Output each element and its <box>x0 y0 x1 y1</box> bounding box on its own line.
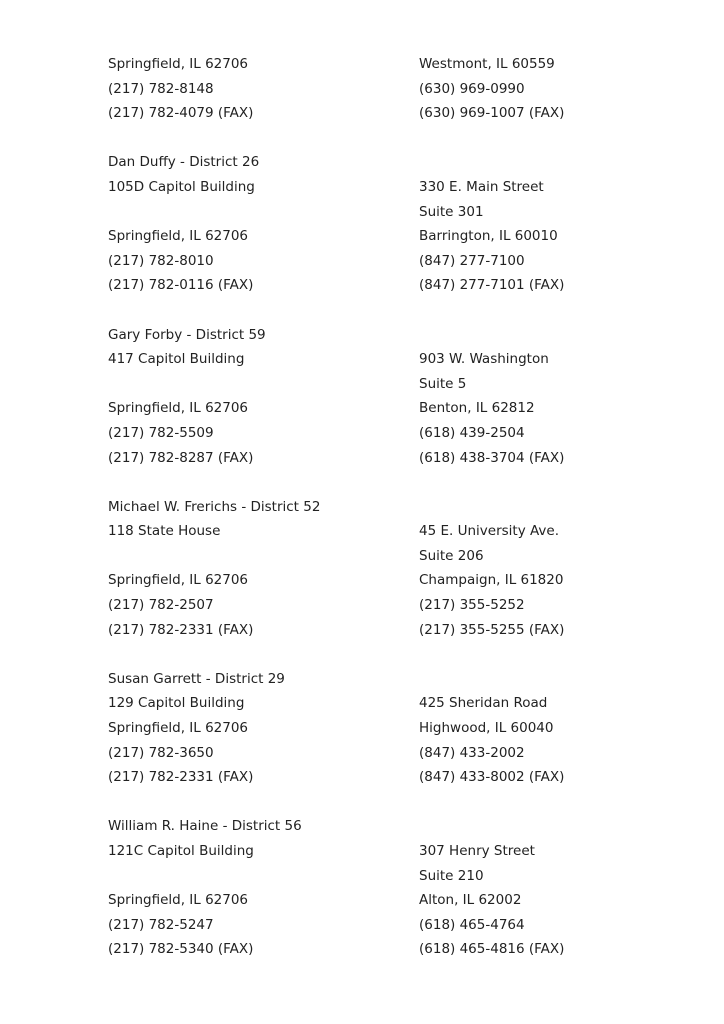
left-column-line <box>108 126 408 151</box>
right-column-line: Suite 301 <box>419 203 484 220</box>
right-column-line: 307 Henry Street <box>419 843 535 859</box>
right-column-line: Westmont, IL 60559 <box>419 56 555 72</box>
left-column-line: Springfield, IL 62706 <box>108 56 249 72</box>
right-column-line <box>419 323 719 348</box>
right-column-line: (217) 355-5252 <box>419 597 525 614</box>
left-column-line: 105D Capitol Building <box>108 178 255 195</box>
right-column-line <box>419 470 719 495</box>
right-column-line: (847) 277-7101 (FAX) <box>419 277 565 294</box>
left-column-line <box>108 864 408 889</box>
right-column-line: 903 W. Washington <box>419 351 549 368</box>
right-column-line: 330 E. Main Street <box>419 178 544 195</box>
left-column-line <box>108 372 408 397</box>
left-column-line: (217) 782-8010 <box>108 252 214 269</box>
right-column-line <box>419 495 719 520</box>
right-column-line <box>419 150 719 175</box>
left-column-line: Dan Duffy - District 26 <box>108 154 260 171</box>
left-column-line: Michael W. Frerichs - District 52 <box>108 498 321 515</box>
left-column-line: Springfield, IL 62706 <box>108 400 249 417</box>
right-column-line: 45 E. University Ave. <box>419 523 560 540</box>
left-column-line: (217) 782-8148 <box>108 80 214 97</box>
left-column-line <box>108 544 408 569</box>
right-column-line: Suite 206 <box>419 547 484 564</box>
left-column-line <box>108 642 408 667</box>
left-column-line: (217) 782-2331 (FAX) <box>108 769 254 786</box>
right-column-line: (847) 433-8002 (FAX) <box>419 769 565 786</box>
right-column-line <box>419 814 719 839</box>
right-column-line: Alton, IL 62002 <box>419 892 522 909</box>
right-column-line: (217) 355-5255 (FAX) <box>419 621 565 638</box>
left-column-line: Springfield, IL 62706 <box>108 720 249 737</box>
right-column-line: Benton, IL 62812 <box>419 400 535 417</box>
right-column-line <box>419 126 719 151</box>
right-column-line <box>419 298 719 323</box>
left-column-line: (217) 782-5509 <box>108 424 214 441</box>
left-column-line: (217) 782-8287 (FAX) <box>108 449 254 466</box>
right-column-line: (618) 465-4816 (FAX) <box>419 941 565 958</box>
left-column-line: (217) 782-4079 (FAX) <box>108 105 254 122</box>
left-column-line: Springfield, IL 62706 <box>108 572 249 589</box>
right-column-line: 425 Sheridan Road <box>419 695 548 712</box>
left-column-line: William R. Haine - District 56 <box>108 818 302 835</box>
left-column-line: (217) 782-3650 <box>108 744 214 761</box>
right-column-line: Suite 210 <box>419 867 484 884</box>
left-column-line: 129 Capitol Building <box>108 695 245 712</box>
right-column <box>419 52 719 962</box>
left-column-line: Susan Garrett - District 29 <box>108 670 285 687</box>
right-column-line: (618) 439-2504 <box>419 424 525 441</box>
right-column-line <box>419 667 719 692</box>
left-column-line: 121C Capitol Building <box>108 843 254 859</box>
left-column-line: (217) 782-2507 <box>108 597 214 614</box>
left-column-line <box>108 790 408 815</box>
right-column-line: (630) 969-1007 (FAX) <box>419 105 565 122</box>
right-column-line: Barrington, IL 60010 <box>419 228 558 245</box>
left-column-line: 118 State House <box>108 523 221 540</box>
right-column-line: (847) 433-2002 <box>419 744 525 761</box>
left-column-line: Springfield, IL 62706 <box>108 892 249 909</box>
left-column <box>108 52 408 962</box>
right-column-line: Champaign, IL 61820 <box>419 572 564 589</box>
right-column-line: (847) 277-7100 <box>419 252 525 269</box>
right-column-line: (618) 465-4764 <box>419 916 525 933</box>
left-column-line: (217) 782-2331 (FAX) <box>108 621 254 638</box>
left-column-line: (217) 782-5247 <box>108 916 214 933</box>
left-column-line: (217) 782-0116 (FAX) <box>108 277 254 294</box>
right-column-line: Highwood, IL 60040 <box>419 720 554 737</box>
left-column-line: 417 Capitol Building <box>108 351 245 368</box>
right-column-line <box>419 642 719 667</box>
left-column-line <box>108 298 408 323</box>
left-column-line: Gary Forby - District 59 <box>108 326 266 343</box>
right-column-line: (618) 438-3704 (FAX) <box>419 449 565 466</box>
left-column-line: Springfield, IL 62706 <box>108 228 249 245</box>
right-column-line: (630) 969-0990 <box>419 80 525 97</box>
right-column-line <box>419 790 719 815</box>
left-column-line <box>108 200 408 225</box>
right-column-line: Suite 5 <box>419 375 467 392</box>
left-column-line: (217) 782-5340 (FAX) <box>108 941 254 958</box>
left-column-line <box>108 470 408 495</box>
